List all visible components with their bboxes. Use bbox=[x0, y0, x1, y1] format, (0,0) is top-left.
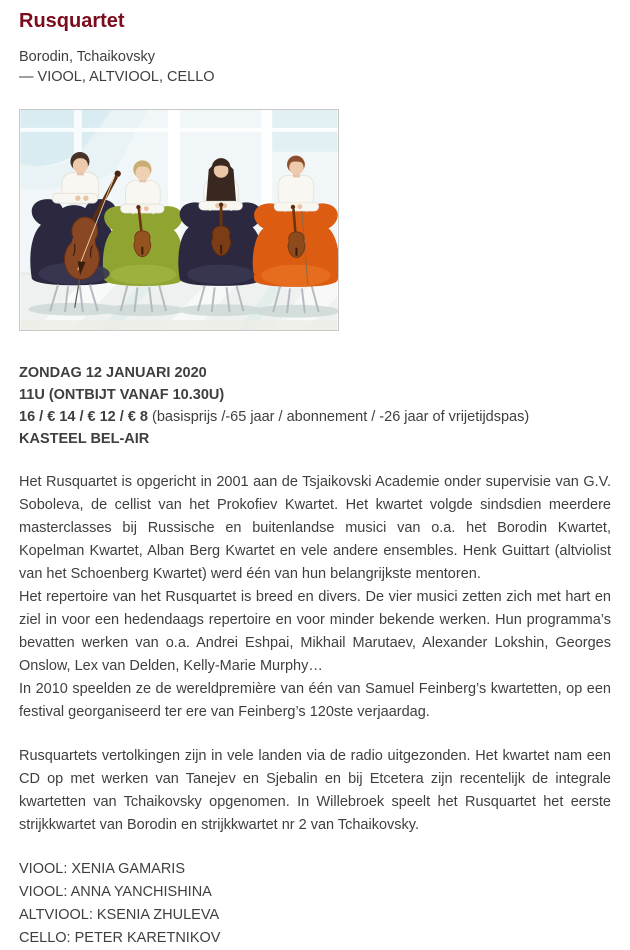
event-prices: 16 / € 14 / € 12 / € 8 bbox=[19, 409, 148, 425]
paragraph-repertoire: Het repertoire van het Rusquartet is breed en divers. De vier musici zetten zich met hart en ziel in voor een hedendaags repertoire en voor minder bekende werken. Hun programma’s bevatten werken van o.a. Andrei Eshpai, Mikhail Marutaev, Alexander Lokshin, Georges Onslow, Lex van Delden, Kelly-Marie Murphy… bbox=[19, 589, 611, 674]
musician-line: ALTVIOOL: KSENIA ZHULEVA bbox=[19, 907, 220, 923]
event-time: 11U (ONTBIJT VANAF 10.30U) bbox=[19, 387, 225, 403]
subtitle-block bbox=[19, 47, 611, 87]
quartet-photo bbox=[19, 109, 339, 331]
program-composers: Borodin, Tchaikovsky bbox=[19, 49, 155, 65]
musician-line: VIOOL: XENIA GAMARIS bbox=[19, 861, 185, 877]
event-price-details: (basisprijs /-65 jaar / abonnement / -26 jaar of vrijetijdspas) bbox=[148, 409, 530, 425]
event-venue: KASTEEL BEL-AIR bbox=[19, 431, 150, 447]
musician-line: VIOOL: ANNA YANCHISHINA bbox=[19, 884, 212, 900]
page-title: Rusquartet bbox=[19, 10, 125, 32]
article-body bbox=[19, 471, 611, 837]
paragraph-recordings: Rusquartets vertolkingen zijn in vele landen via de radio uitgezonden. Het kwartet nam een CD op met werken van Tanejev en Sjebalin en bij Etcetera zijn recentelijk de integrale kwartetten van Tchaikovsky opgenomen. In Willebroek speelt het Rusquartet het eerste strijkkwartet van Borodin en strijkkwartet nr 2 van Tchaikovsky. bbox=[19, 748, 611, 833]
musicians-list bbox=[19, 858, 611, 950]
instrumentation-line: — VIOOL, ALTVIOOL, CELLO bbox=[19, 69, 215, 85]
event-date: ZONDAG 12 JANUARI 2020 bbox=[19, 365, 207, 381]
event-prices-line bbox=[19, 406, 611, 428]
musician-line: CELLO: PETER KARETNIKOV bbox=[19, 930, 221, 946]
paragraph-history: Het Rusquartet is opgericht in 2001 aan de Tsjaikovski Academie onder supervisie van G.V. Soboleva, de cellist van het Prokofiev Kwartet. Het kwartet volgde sindsdien meerdere masterclasses bij Russische en buitenlandse musici van o.a. het Borodin Kwartet, Kopelman Kwartet, Alban Berg Kwartet en vele andere ensembles. Henk Guittart (altviolist van het Schoenberg Kwartet) werd één van hun belangrijkste mentoren. bbox=[19, 474, 611, 582]
event-info-block bbox=[19, 362, 611, 450]
quartet-photo-illustration bbox=[20, 110, 338, 330]
paragraph-premiere: In 2010 speelden ze de wereldpremière van één van Samuel Feinberg’s kwartetten, op een festival georganiseerd ter ere van Feinberg’s 120ste verjaardag. bbox=[19, 681, 611, 720]
